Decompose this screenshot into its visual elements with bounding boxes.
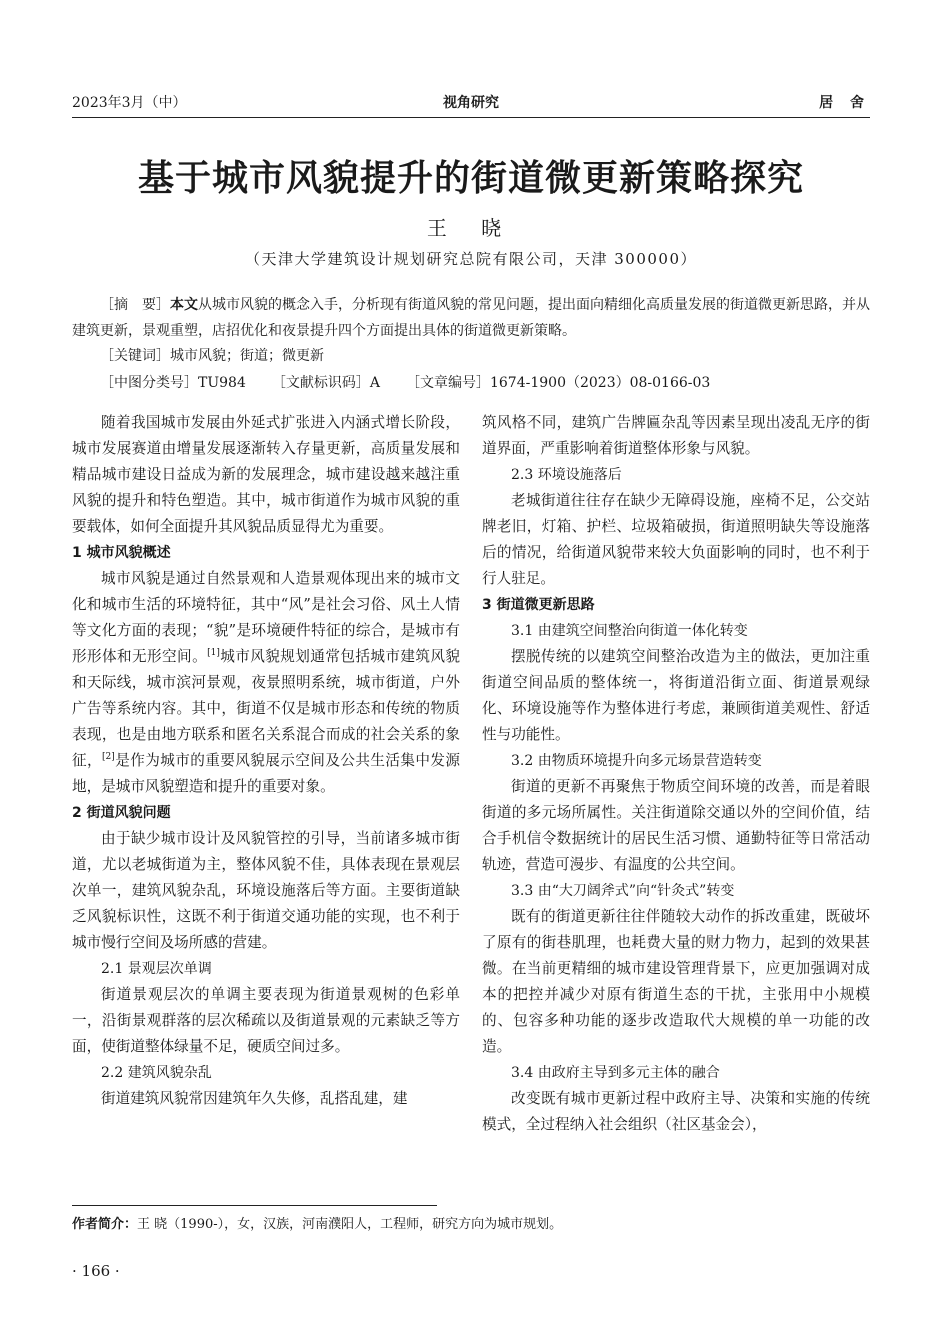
paper-title: 基于城市风貌提升的街道微更新策略探究 [137, 157, 804, 199]
classification-line [72, 370, 898, 396]
subsection-heading-2-2: 2.2 建筑风貌杂乱 [101, 1065, 212, 1081]
footnote-text: 王 晓（1990-），女，汉族，河南濮阳人，工程师，研究方向为城市规划。 [137, 1217, 563, 1232]
paragraph-text: 城市风貌是通过自然景观和人造景观体现出来的城市文化和城市生活的环境特征，其中“风”是社会习俗、风土人情等文化方面的表现；“貌”是环境硬件特征的综合，是城市有形形体和无形空间。 [72, 570, 460, 665]
paragraph-street-problems: 由于缺少城市设计及风貌管控的引导，当前诸多城市街道，尤以老城街道为主，整体风貌不佳，具体表现在景观层次单一，建筑风貌杂乱，环境设施落后等方面。主要街道缺乏风貌标识性，这既不利于街道交通功能的实现，也不利于城市慢行空间及场所感的营建。 [72, 830, 460, 951]
keywords-label: ［关键词］ [100, 348, 170, 364]
abstract-label: ［摘 要］ [100, 297, 170, 313]
subsection-heading-3-3: 3.3 由“大刀阔斧式”向“针灸式”转变 [511, 883, 735, 899]
paragraph-multi-subject: 改变既有城市更新过程中政府主导、决策和实施的传统模式，全过程纳入社会组织（社区基金会）， [482, 1090, 870, 1133]
subsection-heading-3-4: 3.4 由政府主导到多元主体的融合 [511, 1065, 720, 1081]
body-column-left [72, 410, 460, 1112]
author-bio-footnote [72, 1213, 870, 1232]
article-number-value: 1674-1900（2023）08-0166-03 [489, 375, 711, 391]
clc-label: ［中图分类号］ [100, 375, 198, 391]
citation-ref: [2] [102, 752, 115, 763]
doc-code-label: ［文献标识码］ [271, 375, 370, 391]
abstract [72, 292, 870, 344]
subsection-heading-3-2: 3.2 由物质环境提升向多元场景营造转变 [511, 753, 762, 769]
abstract-text: 从城市风貌的概念入手，分析现有街道风貌的常见问题，提出面向精细化高质量发展的街道微更新思路，并从建筑更新，景观重塑，店招优化和夜景提升四个方面提出具体的街道微更新策略。 [72, 297, 870, 339]
subsection-heading-2-3: 2.3 环境设施落后 [511, 467, 622, 483]
clc-value: TU984 [198, 375, 246, 391]
body-column-right [482, 410, 870, 1138]
subsection-heading-3-1: 3.1 由建筑空间整治向街道一体化转变 [511, 623, 748, 639]
affiliation: （天津大学建筑设计规划研究总院有限公司，天津 300000） [244, 250, 698, 268]
paragraph-landscape: 街道景观层次的单调主要表现为街道景观树的色彩单一，沿街景观群落的层次稀疏以及街道景观的元素缺乏等方面，使街道整体绿量不足，硬质空间过多。 [72, 986, 460, 1055]
issue-date: 2023年3月（中） [72, 95, 187, 111]
running-header [72, 92, 870, 114]
paragraph-scenes: 街道的更新不再聚焦于物质空间环境的改善，而是着眼街道的多元场所属性。关注街道除交通以外的空间价值，结合手机信令数据统计的居民生活习惯、通勤特征等日常活动轨迹，营造可漫步、有温度的公共空间。 [482, 778, 870, 873]
footnote-rule [72, 1205, 437, 1206]
section-heading-3: 3 街道微更新思路 [482, 597, 595, 613]
header-rule [72, 117, 870, 118]
doc-code-value: A [369, 375, 380, 391]
citation-ref: [1] [207, 648, 220, 659]
paragraph-facilities: 老城街道往往存在缺少无障碍设施，座椅不足，公交站牌老旧，灯箱、护栏、垃圾箱破损，街道照明缺失等设施落后的情况，给街道风貌带来较大负面影响的同时，也不利于行人驻足。 [482, 492, 870, 587]
paragraph-architecture-cont: 筑风格不同，建筑广告牌匾杂乱等因素呈现出凌乱无序的街道界面，严重影响着街道整体形象与风貌。 [482, 414, 870, 457]
intro-paragraph: 随着我国城市发展由外延式扩张进入内涵式增长阶段，城市发展赛道由增量发展逐渐转入存量更新，高质量发展和精品城市建设日益成为新的发展理念，城市建设越来越注重风貌的提升和特色塑造。其中，城市街道作为城市风貌的重要载体，如何全面提升其风貌品质显得尤为重要。 [72, 414, 460, 535]
journal-name: 居 舍 [819, 95, 870, 111]
section-heading-1: 1 城市风貌概述 [72, 545, 171, 561]
article-number-label: ［文章编号］ [405, 375, 490, 391]
paragraph-text: 城市风貌规划通常包括城市建筑风貌和天际线，城市滨河景观，夜景照明系统，城市街道，户外广告等系统内容。其中，街道不仅是城市形态和传统的物质表现，也是由地方联系和匿名关系混合而成的社会关系的象征， [72, 648, 460, 769]
paragraph-city-style [72, 566, 460, 800]
paragraph-integration: 摆脱传统的以建筑空间整治改造为主的做法，更加注重街道空间品质的整体统一，将街道沿街立面、街道景观绿化、环境设施等作为整体进行考虑，兼顾街道美观性、舒适性与功能性。 [482, 648, 870, 743]
paragraph-architecture: 街道建筑风貌常因建筑年久失修，乱搭乱建，建 [101, 1090, 408, 1107]
subsection-heading-2-1: 2.1 景观层次单调 [101, 961, 212, 977]
author-name: 王 晓 [426, 216, 516, 240]
paragraph-acupuncture: 既有的街道更新往往伴随较大动作的拆改重建，既破坏了原有的街巷肌理，也耗费大量的财力物力，起到的效果甚微。在当前更精细的城市建设管理背景下，应更加强调对成本的把控并减少对原有街道生态的干扰，主张用中小规模的、包容多种功能的逐步改造取代大规模的单一功能的改造。 [482, 908, 870, 1055]
section-heading-2: 2 街道风貌问题 [72, 805, 171, 821]
paragraph-text: 是作为城市的重要风貌展示空间及公共生活集中发源地，是城市风貌塑造和提升的重要对象。 [72, 752, 460, 795]
abstract-lead: 本文 [170, 297, 198, 313]
keywords [72, 343, 898, 369]
page-number: · 166 · [72, 1262, 120, 1280]
section-name: 视角研究 [443, 95, 499, 111]
keywords-text: 城市风貌；街道；微更新 [170, 348, 324, 364]
footnote-label: 作者简介： [72, 1217, 138, 1232]
